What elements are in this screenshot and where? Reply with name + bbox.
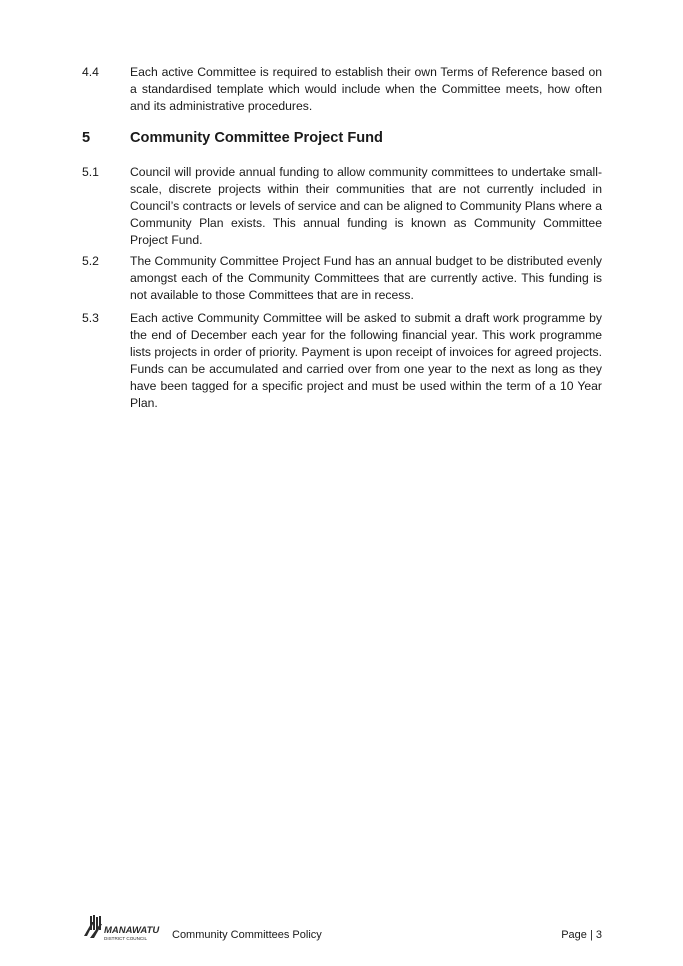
manawatu-logo	[82, 914, 162, 944]
clause-5-1	[82, 164, 602, 249]
clause-text: Each active Community Committee will be asked to submit a draft work programme by the end of December each year for the following financial year. This work programme lists projects in order of priority. Payment is upon receipt of invoices for agreed projects. Funds can be accumulated and carried over from one year to the next as long as they have been tagged for a specific project and must be used within the term of a 10 Year Plan.	[130, 311, 602, 410]
clause-number: 5.3	[82, 311, 99, 325]
clause-text: Each active Committee is required to establish their own Terms of Reference based on a standardised template which would include when the Committee meets, how often and its administrative procedures.	[130, 65, 602, 113]
footer-document-title: Community Committees Policy	[172, 929, 322, 941]
clause-number: 5.1	[82, 165, 99, 179]
clause-text: Council will provide annual funding to allow community committees to undertake small-scale, discrete projects within their communities that are not currently included in Council’s contracts or levels of service and can be aligned to Community Plans where a Community Plan exists. This annual funding is known as Community Committee Project Fund.	[130, 165, 602, 247]
footer-page-number: Page | 3	[561, 929, 602, 941]
clause-5-3	[82, 310, 602, 412]
clause-5-2	[82, 253, 602, 304]
section-title: Community Committee Project Fund	[130, 130, 383, 146]
manawatu-logo-icon	[82, 914, 162, 944]
page-footer	[82, 912, 602, 946]
logo-name: MANAWATU	[104, 925, 160, 936]
section-5-heading	[82, 128, 602, 148]
clause-number: 5.2	[82, 254, 99, 268]
logo-subtitle: DISTRICT COUNCIL	[104, 936, 148, 941]
clause-4-4	[82, 64, 602, 115]
section-number: 5	[82, 130, 91, 146]
clause-number: 4.4	[82, 65, 99, 79]
clause-text: The Community Committee Project Fund has an annual budget to be distributed evenly amongst each of the Community Committees that are currently active. This funding is not available to those Committees that are in recess.	[130, 254, 602, 302]
